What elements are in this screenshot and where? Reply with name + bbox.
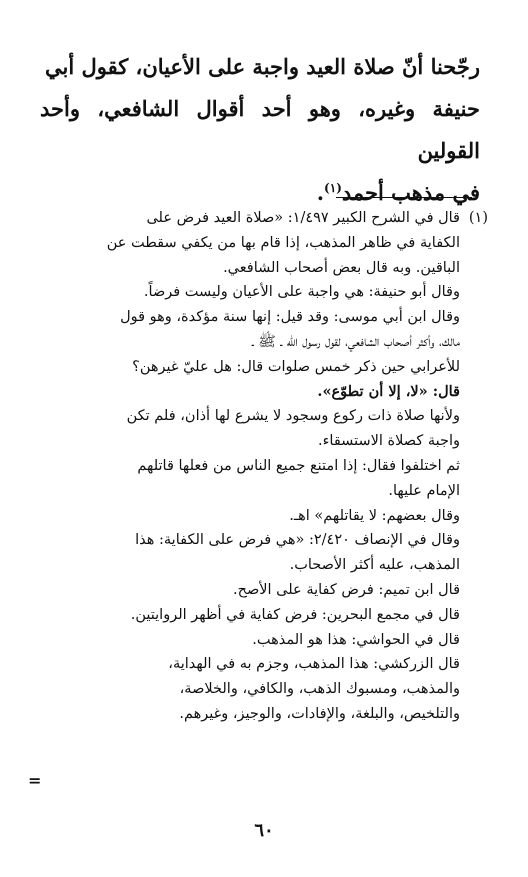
footnote-line: قال في الشرح الكبير ١/٤٩٧: «صلاة العيد فرض على <box>146 210 460 226</box>
footnote-line: مالك، وأكثر أصحاب الشافعي، لقول رسول الله ـ ﷺ ـ <box>251 333 460 350</box>
footnote-line: ثم اختلفوا فقال: إذا امتنع جميع الناس من فعلها قاتلهم <box>137 457 460 474</box>
footnote-line: قال الزركشي: هذا المذهب، وجزم به في الهداية، <box>168 656 460 673</box>
footnote-line: قال في الحواشي: هذا هو المذهب. <box>252 631 460 648</box>
footnote-separator <box>336 197 472 198</box>
page-number: ٦٠ <box>254 820 274 841</box>
footnote-line: وقال بعضهم: لا يقاتلهم» اهـ. <box>289 507 460 524</box>
main-line: رجّحنا أنّ صلاة العيد واجبة على الأعيان، كقول أبي <box>45 54 480 79</box>
footnote-reference: (١) <box>324 181 342 195</box>
footnote-line: الكفاية في ظاهر المذهب، إذا قام بها من يكفي سقطت عن <box>106 234 460 251</box>
footnote-block <box>32 206 488 727</box>
footnote-line: الباقين. وبه قال بعض أصحاب الشافعي. <box>223 259 460 276</box>
footnote-line: والتلخيص، والبلغة، والإفادات، والوجيز، وغيرهم. <box>179 705 460 722</box>
footnote-line <box>32 380 488 405</box>
footnote-line: وقال ابن أبي موسى: وقد قيل: إنها سنة مؤكدة، وهو قول <box>120 309 460 326</box>
continuation-mark: = <box>28 771 42 790</box>
footnote-line: المذهب، عليه أكثر الأصحاب. <box>289 557 460 574</box>
footnote-line: وقال أبو حنيفة: هي واجبة على الأعيان وليست فرضاً. <box>143 284 460 301</box>
footnote-line: قال في مجمع البحرين: فرض كفاية في أظهر الروايتين. <box>130 606 460 623</box>
footnote-line: للأعرابي حين ذكر خمس صلوات قال: هل عليّ غيرهن؟ <box>132 358 460 375</box>
footnote-line: قال ابن تميم: فرض كفاية على الأصح. <box>232 581 460 598</box>
main-line-text: في مذهب أحمد <box>341 180 480 205</box>
footnote-number: (١) <box>468 210 488 226</box>
footnote-line: وقال في الإنصاف ٢/٤٢٠: «هي فرض على الكفاية: هذا <box>135 532 460 549</box>
main-paragraph <box>40 46 480 214</box>
footnote-line: ولأنها صلاة ذات ركوع وسجود لا يشرع لها أذان، فلم تكن <box>126 408 460 425</box>
footnote-line: الإمام عليها. <box>388 482 460 499</box>
main-line: حنيفة وغيره، وهو أحد أقوال الشافعي، وأحد القولين <box>40 96 480 163</box>
footnote-line: والمذهب، ومسبوك الذهب، والكافي، والخلاصة، <box>179 681 460 698</box>
hadith-quote: قال: «لا، إلا أن تطوّع». <box>317 382 460 400</box>
end-punctuation: . <box>316 180 325 205</box>
footnote-line: واجبة كصلاة الاستسقاء. <box>317 433 460 450</box>
